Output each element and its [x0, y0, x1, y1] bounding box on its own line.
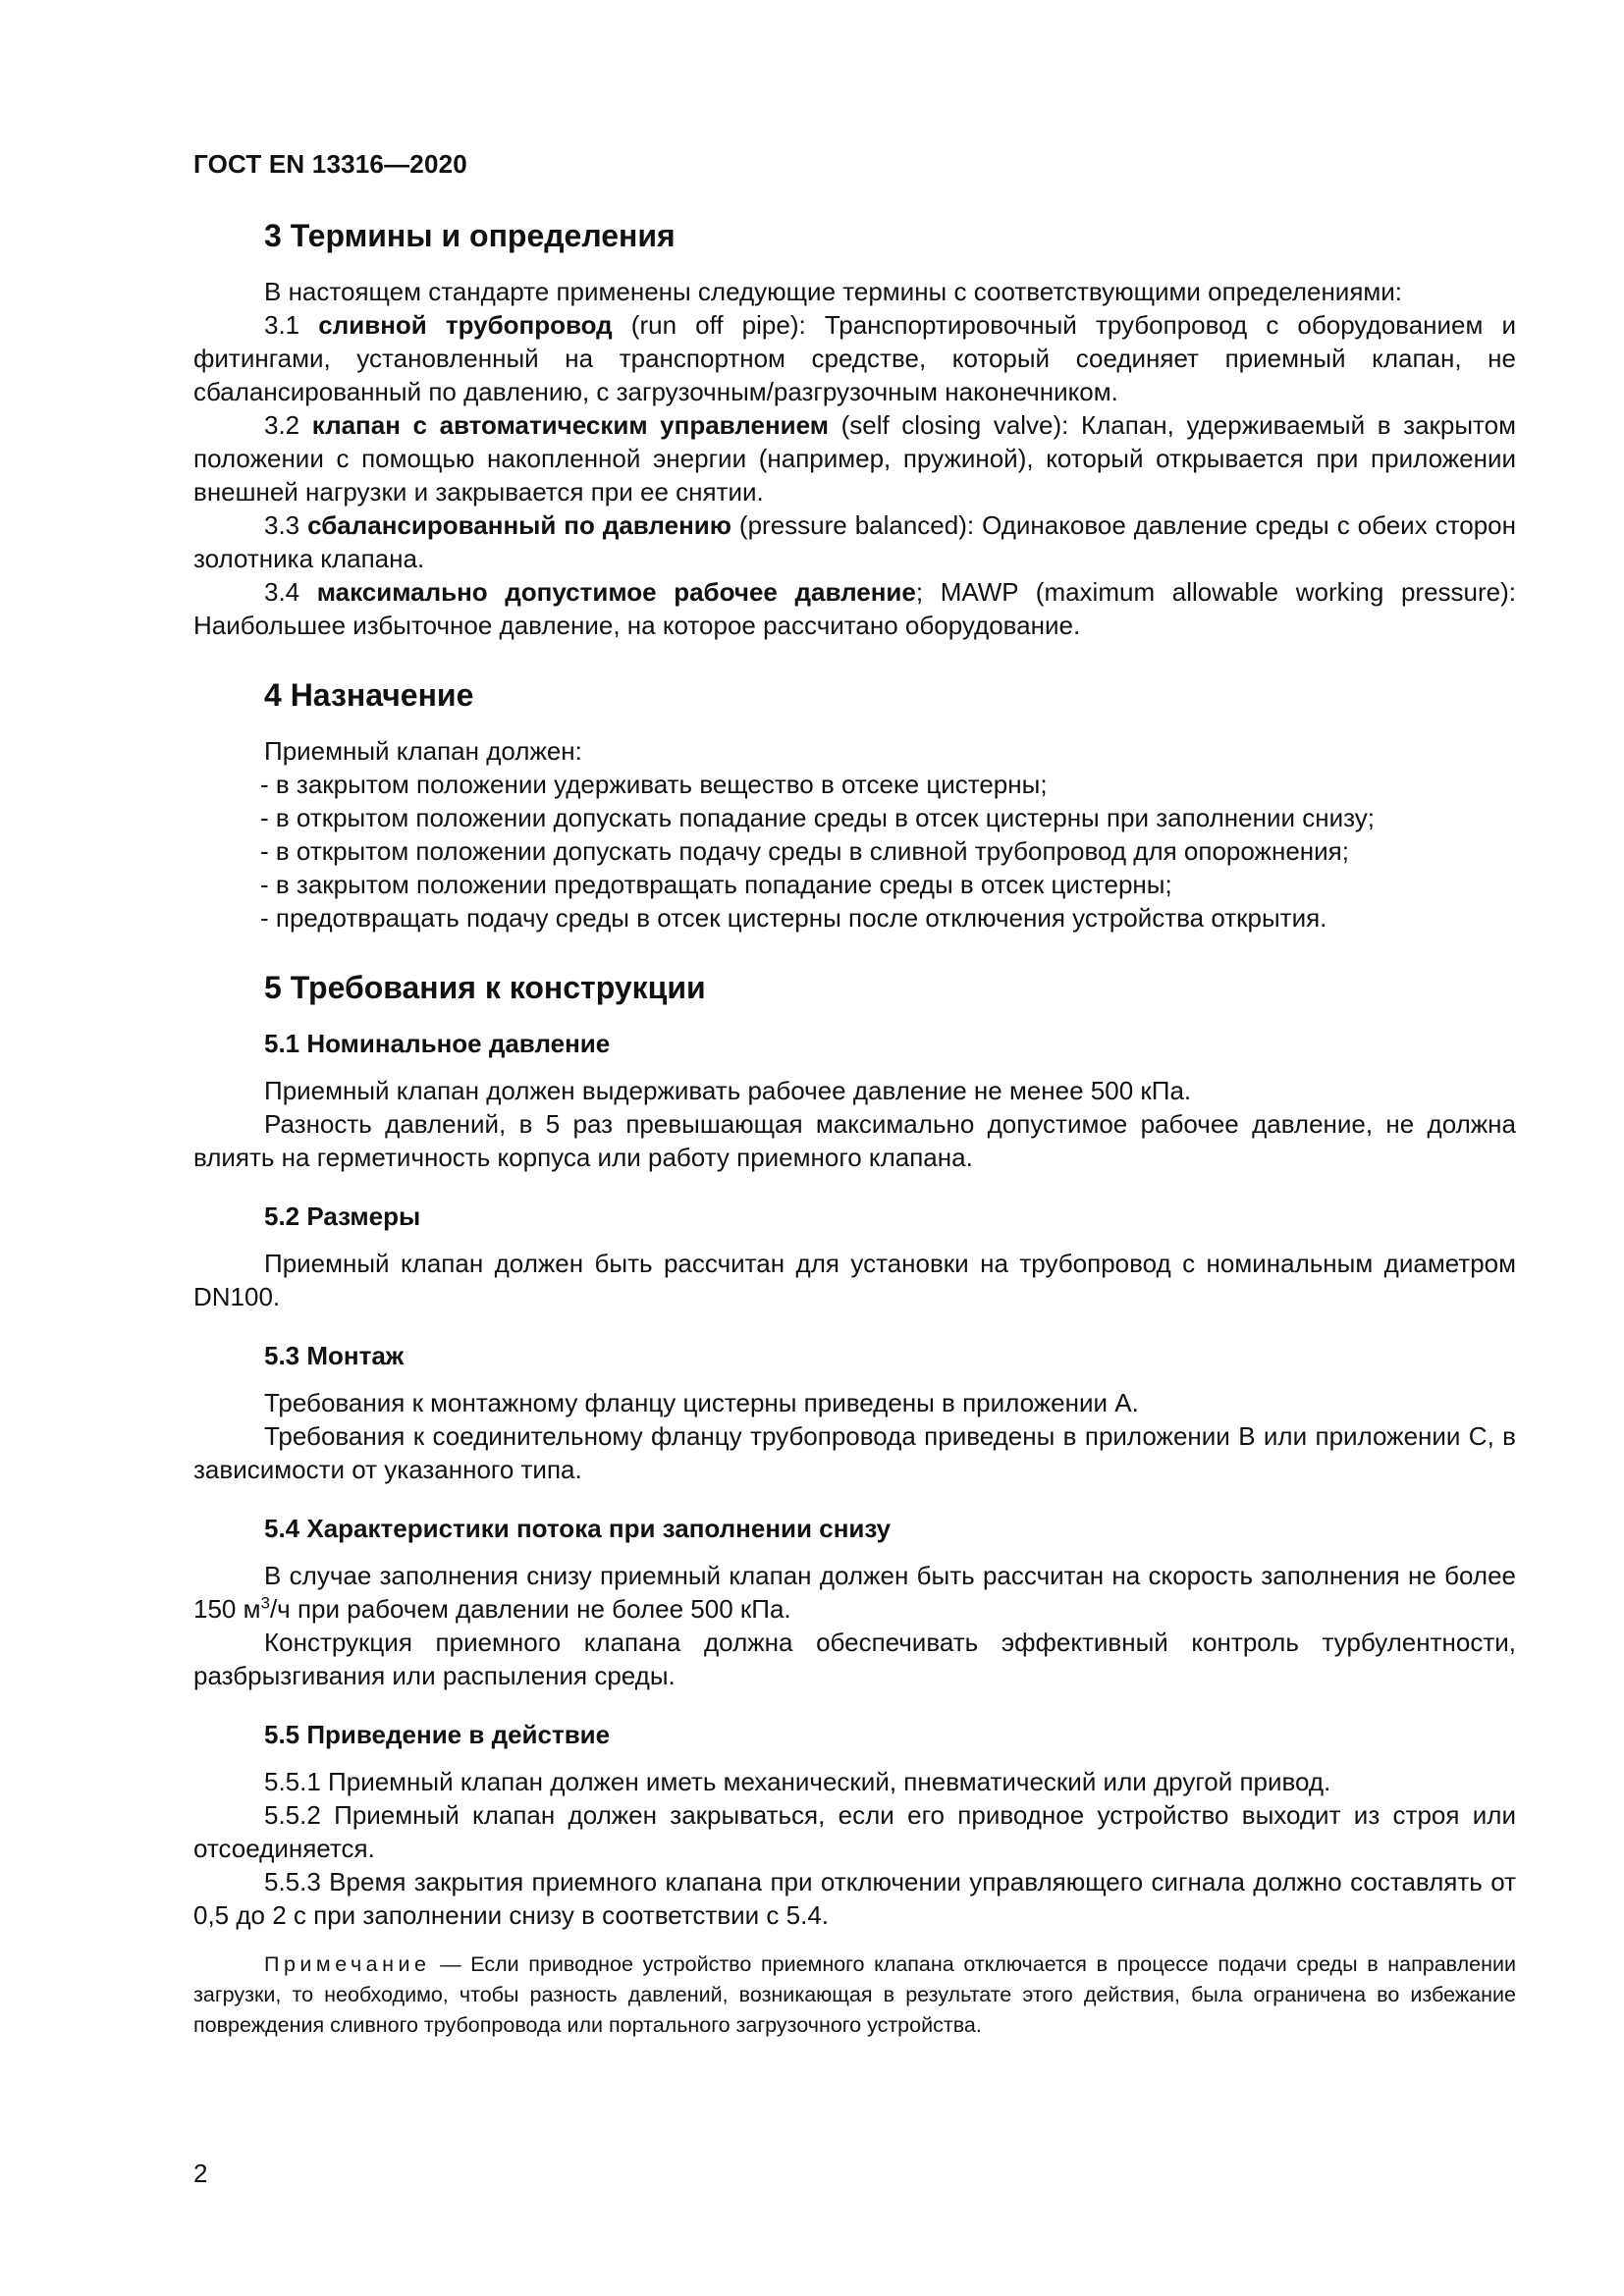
paragraph: [193, 1559, 1516, 1626]
term-definition: ; MAWP (maximum allowable working pressure): Наибольшее избыточное давление, на которое рассчитано оборудование.: [193, 577, 1516, 640]
term-name: клапан с автоматическим управлением: [311, 410, 829, 440]
paragraph: Конструкция приемного клапана должна обеспечивать эффективный контроль турбулентности, разбрызгивания или распыления среды.: [193, 1628, 1516, 1690]
term-name: максимально допустимое рабочее давление: [316, 577, 916, 607]
term-number: 3.1: [264, 310, 319, 340]
list-item: - в открытом положении допускать подачу среды в сливной трубопровод для опорожнения;: [260, 834, 1516, 868]
term-name: сливной трубопровод: [318, 310, 613, 340]
section-4-intro: Приемный клапан должен:: [264, 736, 582, 766]
document-body: [193, 216, 1516, 2041]
term-3-3: [193, 508, 1516, 575]
term-definition: (self closing valve): Клапан, удерживаемый в закрытом положении с помощью накопленной энергии (например, пружиной), который открывается при приложении внешней нагрузки и закрывается при ее снятии.: [193, 410, 1516, 507]
standard-code-header: ГОСТ EN 13316—2020: [193, 149, 467, 179]
list-item: - в открытом положении допускать попадание среды в отсек цистерны при заполнении снизу;: [260, 801, 1516, 834]
list-item: - в закрытом положении предотвращать попадание среды в отсек цистерны;: [260, 868, 1516, 901]
list-item: - в закрытом положении удерживать вещество в отсеке цистерны;: [260, 768, 1516, 801]
clause-5-5-2: 5.5.2 Приемный клапан должен закрываться, если его приводное устройство выходит из строя или отсоединяется.: [193, 1800, 1516, 1863]
note-text: — Если приводное устройство приемного клапана отключается в процессе подачи среды в направлении загрузки, то необходимо, чтобы разность давлений, возникающая в результате этого действия, была ограничена во избежание повреждения сливного трубопровода или портального загрузочного устройства.: [193, 1952, 1516, 2037]
section-3-title: 3 Термины и определения: [264, 218, 676, 253]
superscript: 3: [260, 1593, 270, 1613]
subsection-5-2-title: 5.2 Размеры: [264, 1201, 421, 1231]
section-4-title: 4 Назначение: [264, 677, 474, 713]
term-definition: (pressure balanced): Одинаковое давление среды с обеих сторон золотника клапана.: [193, 510, 1516, 573]
term-3-4: [193, 575, 1516, 642]
list-item: - предотвращать подачу среды в отсек цистерны после отключения устройства открытия.: [260, 901, 1516, 934]
section-5-title: 5 Требования к конструкции: [264, 970, 706, 1005]
term-definition: (run off pipe): Транспортировочный трубопровод с оборудованием и фитингами, установленный на транспортном средстве, который соединяет приемный клапан, не сбалансированный по давлению, с загрузочным/разгрузочным наконечником.: [193, 310, 1516, 406]
term-3-1: [193, 308, 1516, 408]
paragraph: Разность давлений, в 5 раз превышающая максимально допустимое рабочее давление, не должна влиять на герметичность корпуса или работу приемного клапана.: [193, 1109, 1516, 1172]
note-label: Примечание: [264, 1952, 431, 1976]
term-number: 3.4: [264, 577, 317, 607]
page-number: 2: [193, 2159, 208, 2188]
subsection-5-3-title: 5.3 Монтаж: [264, 1341, 405, 1370]
clause-5-5-1: 5.5.1 Приемный клапан должен иметь механический, пневматический или другой привод.: [264, 1767, 1331, 1796]
term-number: 3.3: [264, 510, 308, 540]
subsection-5-5-title: 5.5 Приведение в действие: [264, 1720, 611, 1749]
note: [193, 1949, 1516, 2041]
text-part: В случае заполнения снизу приемный клапан должен быть рассчитан на скорость заполнения не более 150 м: [193, 1561, 1516, 1624]
section-3-intro: В настоящем стандарте применены следующие термины с соответствующими определениями:: [264, 277, 1403, 306]
paragraph: Приемный клапан должен быть рассчитан для установки на трубопровод с номинальным диаметром DN100.: [193, 1249, 1516, 1311]
term-3-2: [193, 408, 1516, 508]
subsection-5-1-title: 5.1 Номинальное давление: [264, 1029, 611, 1058]
paragraph: Требования к соединительному фланцу трубопровода приведены в приложении В или приложении С, в зависимости от указанного типа.: [193, 1421, 1516, 1484]
purpose-list: [260, 768, 1516, 934]
text-part: /ч при рабочем давлении не более 500 кПа.: [269, 1594, 791, 1624]
paragraph: Приемный клапан должен выдерживать рабочее давление не менее 500 кПа.: [264, 1076, 1192, 1105]
term-name: сбалансированный по давлению: [307, 510, 731, 540]
term-number: 3.2: [264, 410, 312, 440]
paragraph: Требования к монтажному фланцу цистерны приведены в приложении А.: [264, 1388, 1139, 1417]
clause-5-5-3: 5.5.3 Время закрытия приемного клапана при отключении управляющего сигнала должно составлять от 0,5 до 2 с при заполнении снизу в соответствии с 5.4.: [193, 1867, 1516, 1930]
subsection-5-4-title: 5.4 Характеристики потока при заполнении снизу: [264, 1514, 892, 1543]
